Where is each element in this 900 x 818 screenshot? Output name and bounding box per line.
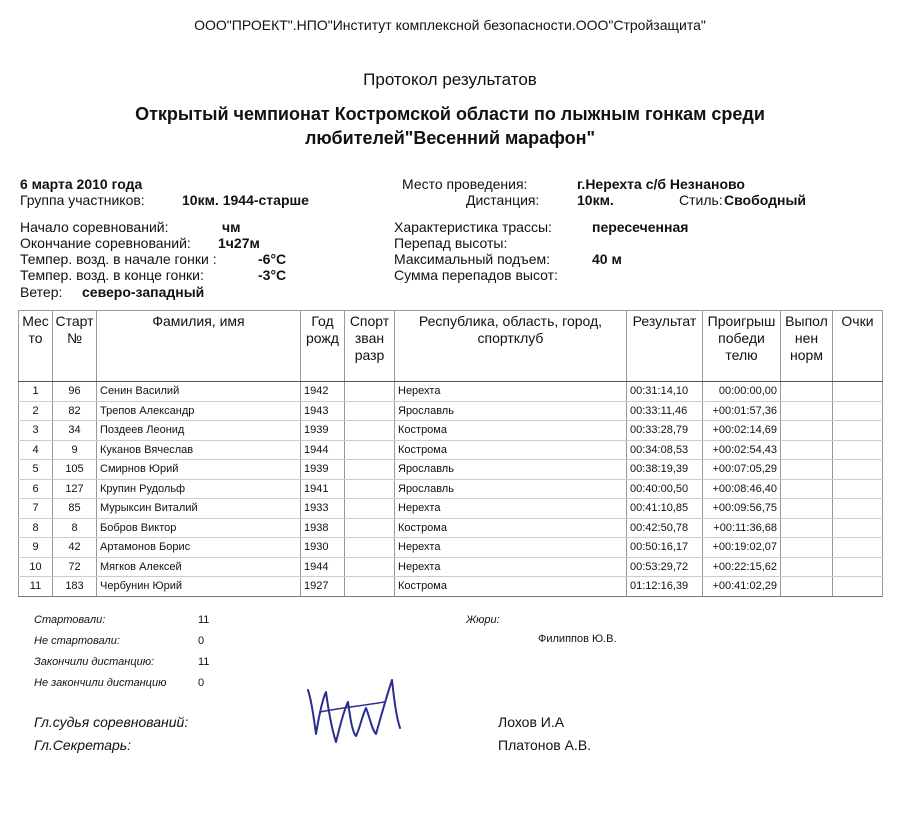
table-row xyxy=(19,557,883,577)
cell-gap: +00:19:02,07 xyxy=(703,538,781,558)
table-row xyxy=(19,577,883,597)
table-row xyxy=(19,518,883,538)
secretary-label: Гл.Секретарь: xyxy=(34,737,132,753)
col-header-norm: Выпол нен норм xyxy=(781,311,833,382)
track-value: пересеченная xyxy=(592,219,689,235)
cell-bib: 105 xyxy=(53,460,97,480)
cell-gap: +00:08:46,40 xyxy=(703,479,781,499)
group-value: 10км. 1944-старше xyxy=(182,192,309,208)
cell-points xyxy=(833,460,883,480)
col-header-name: Фамилия, имя xyxy=(97,311,301,382)
jury-label: Жюри: xyxy=(466,614,500,626)
temp-end-label: Темпер. возд. в конце гонки: xyxy=(20,267,204,283)
cell-year: 1938 xyxy=(301,518,345,538)
cell-norm xyxy=(781,518,833,538)
col-header-place: Мес то xyxy=(19,311,53,382)
cell-norm xyxy=(781,499,833,519)
cell-region: Ярославль xyxy=(395,479,627,499)
table-row xyxy=(19,479,883,499)
venue-value: г.Нерехта с/б Незнаново xyxy=(577,176,745,192)
cell-result: 00:38:19,39 xyxy=(627,460,703,480)
cell-rank xyxy=(345,440,395,460)
not-started-value: 0 xyxy=(198,635,205,647)
cell-points xyxy=(833,577,883,597)
event-title-line1: Открытый чемпионат Костромской области по лыжным гонкам среди xyxy=(135,104,765,124)
cell-bib: 72 xyxy=(53,557,97,577)
cell-region: Нерехта xyxy=(395,382,627,402)
started-label: Стартовали: xyxy=(34,614,106,626)
cell-name: Сенин Василий xyxy=(97,382,301,402)
height-diff-label: Перепад высоты: xyxy=(394,235,508,251)
cell-region: Кострома xyxy=(395,577,627,597)
start-value: чм xyxy=(222,219,241,235)
cell-region: Кострома xyxy=(395,440,627,460)
cell-points xyxy=(833,538,883,558)
cell-points xyxy=(833,557,883,577)
venue-label: Место проведения: xyxy=(402,176,528,192)
cell-norm xyxy=(781,479,833,499)
cell-points xyxy=(833,421,883,441)
cell-gap: +00:09:56,75 xyxy=(703,499,781,519)
cell-rank xyxy=(345,460,395,480)
cell-year: 1927 xyxy=(301,577,345,597)
cell-name: Чербунин Юрий xyxy=(97,577,301,597)
style-value: Свободный xyxy=(724,192,807,208)
cell-region: Кострома xyxy=(395,518,627,538)
cell-region: Ярославль xyxy=(395,460,627,480)
event-title-line2: любителей"Весенний марафон" xyxy=(304,128,596,148)
cell-year: 1941 xyxy=(301,479,345,499)
temp-end-value: -3°С xyxy=(258,267,287,283)
event-title xyxy=(0,102,900,150)
cell-result: 00:50:16,17 xyxy=(627,538,703,558)
cell-result: 00:34:08,53 xyxy=(627,440,703,460)
cell-bib: 82 xyxy=(53,401,97,421)
cell-region: Нерехта xyxy=(395,499,627,519)
max-climb-value: 40 м xyxy=(592,251,622,267)
finished-label: Закончили дистанцию: xyxy=(34,656,155,668)
col-header-year: Год рожд xyxy=(301,311,345,382)
cell-place: 11 xyxy=(19,577,53,597)
distance-label: Дистанция: xyxy=(466,192,540,208)
cell-norm xyxy=(781,401,833,421)
cell-bib: 34 xyxy=(53,421,97,441)
end-label: Окончание соревнований: xyxy=(20,235,191,251)
cell-year: 1944 xyxy=(301,557,345,577)
cell-norm xyxy=(781,577,833,597)
cell-year: 1939 xyxy=(301,460,345,480)
start-label: Начало соревнований: xyxy=(20,219,169,235)
not-finished-label: Не закончили дистанцию xyxy=(34,677,167,689)
cell-place: 4 xyxy=(19,440,53,460)
col-header-result: Результат xyxy=(627,311,703,382)
table-row xyxy=(19,538,883,558)
cell-gap: +00:02:54,43 xyxy=(703,440,781,460)
cell-points xyxy=(833,499,883,519)
distance-value: 10км. xyxy=(577,192,614,208)
cell-name: Поздеев Леонид xyxy=(97,421,301,441)
cell-rank xyxy=(345,479,395,499)
cell-rank xyxy=(345,577,395,597)
sum-diff-label: Сумма перепадов высот: xyxy=(394,267,558,283)
cell-name: Мягков Алексей xyxy=(97,557,301,577)
cell-points xyxy=(833,479,883,499)
table-row xyxy=(19,499,883,519)
secretary-name: Платонов А.В. xyxy=(498,737,592,753)
cell-year: 1942 xyxy=(301,382,345,402)
cell-region: Нерехта xyxy=(395,557,627,577)
results-table xyxy=(18,310,883,597)
cell-place: 6 xyxy=(19,479,53,499)
cell-bib: 8 xyxy=(53,518,97,538)
cell-name: Куканов Вячеслав xyxy=(97,440,301,460)
wind-label: Ветер: xyxy=(20,284,63,300)
cell-rank xyxy=(345,421,395,441)
cell-bib: 9 xyxy=(53,440,97,460)
cell-region: Кострома xyxy=(395,421,627,441)
cell-points xyxy=(833,401,883,421)
cell-points xyxy=(833,382,883,402)
cell-result: 00:42:50,78 xyxy=(627,518,703,538)
cell-result: 00:31:14,10 xyxy=(627,382,703,402)
group-label: Группа участников: xyxy=(20,192,145,208)
cell-gap: +00:01:57,36 xyxy=(703,401,781,421)
cell-name: Артамонов Борис xyxy=(97,538,301,558)
cell-rank xyxy=(345,499,395,519)
cell-result: 00:33:11,46 xyxy=(627,401,703,421)
table-row xyxy=(19,401,883,421)
col-header-region: Республика, область, город, спортклуб xyxy=(395,311,627,382)
chief-judge-label: Гл.судья соревнований: xyxy=(34,714,189,730)
cell-rank xyxy=(345,557,395,577)
cell-year: 1933 xyxy=(301,499,345,519)
event-date: 6 марта 2010 года xyxy=(20,176,143,192)
cell-place: 8 xyxy=(19,518,53,538)
cell-bib: 183 xyxy=(53,577,97,597)
table-row xyxy=(19,460,883,480)
col-header-rank: Спорт зван разр xyxy=(345,311,395,382)
temp-start-value: -6°С xyxy=(258,251,287,267)
cell-name: Мурыксин Виталий xyxy=(97,499,301,519)
style-label: Стиль: xyxy=(679,192,723,208)
cell-year: 1944 xyxy=(301,440,345,460)
track-label: Характеристика трассы: xyxy=(394,219,552,235)
cell-bib: 85 xyxy=(53,499,97,519)
cell-place: 7 xyxy=(19,499,53,519)
cell-name: Крупин Рудольф xyxy=(97,479,301,499)
cell-year: 1939 xyxy=(301,421,345,441)
cell-norm xyxy=(781,557,833,577)
chief-judge-name: Лохов И.А xyxy=(498,714,565,730)
cell-points xyxy=(833,518,883,538)
cell-rank xyxy=(345,382,395,402)
cell-gap: +00:07:05,29 xyxy=(703,460,781,480)
col-header-points: Очки xyxy=(833,311,883,382)
wind-value: северо-западный xyxy=(82,284,205,300)
not-finished-value: 0 xyxy=(198,677,205,689)
table-row xyxy=(19,421,883,441)
cell-result: 00:53:29,72 xyxy=(627,557,703,577)
cell-year: 1930 xyxy=(301,538,345,558)
cell-norm xyxy=(781,382,833,402)
cell-place: 3 xyxy=(19,421,53,441)
cell-norm xyxy=(781,460,833,480)
cell-norm xyxy=(781,421,833,441)
cell-gap: 00:00:00,00 xyxy=(703,382,781,402)
col-header-bib: Старт № xyxy=(53,311,97,382)
cell-gap: +00:11:36,68 xyxy=(703,518,781,538)
cell-name: Трепов Александр xyxy=(97,401,301,421)
cell-rank xyxy=(345,538,395,558)
temp-start-label: Темпер. возд. в начале гонки : xyxy=(20,251,217,267)
table-row xyxy=(19,382,883,402)
cell-gap: +00:22:15,62 xyxy=(703,557,781,577)
signature-icon xyxy=(300,672,410,752)
col-header-gap: Проигрыш победи телю xyxy=(703,311,781,382)
cell-bib: 127 xyxy=(53,479,97,499)
jury-member: Филиппов Ю.В. xyxy=(538,633,617,645)
cell-points xyxy=(833,440,883,460)
cell-result: 00:41:10,85 xyxy=(627,499,703,519)
cell-region: Ярославль xyxy=(395,401,627,421)
cell-result: 00:40:00,50 xyxy=(627,479,703,499)
organizations-header: ООО"ПРОЕКТ".НПО"Институт комплексной безопасности.ООО"Стройзащита" xyxy=(194,17,706,33)
cell-place: 1 xyxy=(19,382,53,402)
max-climb-label: Максимальный подъем: xyxy=(394,251,551,267)
cell-result: 01:12:16,39 xyxy=(627,577,703,597)
cell-norm xyxy=(781,440,833,460)
cell-year: 1943 xyxy=(301,401,345,421)
finished-value: 11 xyxy=(198,656,210,668)
cell-place: 10 xyxy=(19,557,53,577)
cell-name: Смирнов Юрий xyxy=(97,460,301,480)
protocol-title: Протокол результатов xyxy=(363,70,537,89)
cell-gap: +00:02:14,69 xyxy=(703,421,781,441)
cell-rank xyxy=(345,401,395,421)
table-row xyxy=(19,440,883,460)
cell-result: 00:33:28,79 xyxy=(627,421,703,441)
cell-bib: 96 xyxy=(53,382,97,402)
cell-gap: +00:41:02,29 xyxy=(703,577,781,597)
started-value: 11 xyxy=(198,614,210,626)
end-value: 1ч27м xyxy=(218,235,260,251)
cell-place: 5 xyxy=(19,460,53,480)
cell-region: Нерехта xyxy=(395,538,627,558)
cell-place: 2 xyxy=(19,401,53,421)
not-started-label: Не стартовали: xyxy=(34,635,120,647)
cell-bib: 42 xyxy=(53,538,97,558)
cell-rank xyxy=(345,518,395,538)
cell-place: 9 xyxy=(19,538,53,558)
cell-norm xyxy=(781,538,833,558)
table-header-row xyxy=(19,311,883,382)
cell-name: Бобров Виктор xyxy=(97,518,301,538)
